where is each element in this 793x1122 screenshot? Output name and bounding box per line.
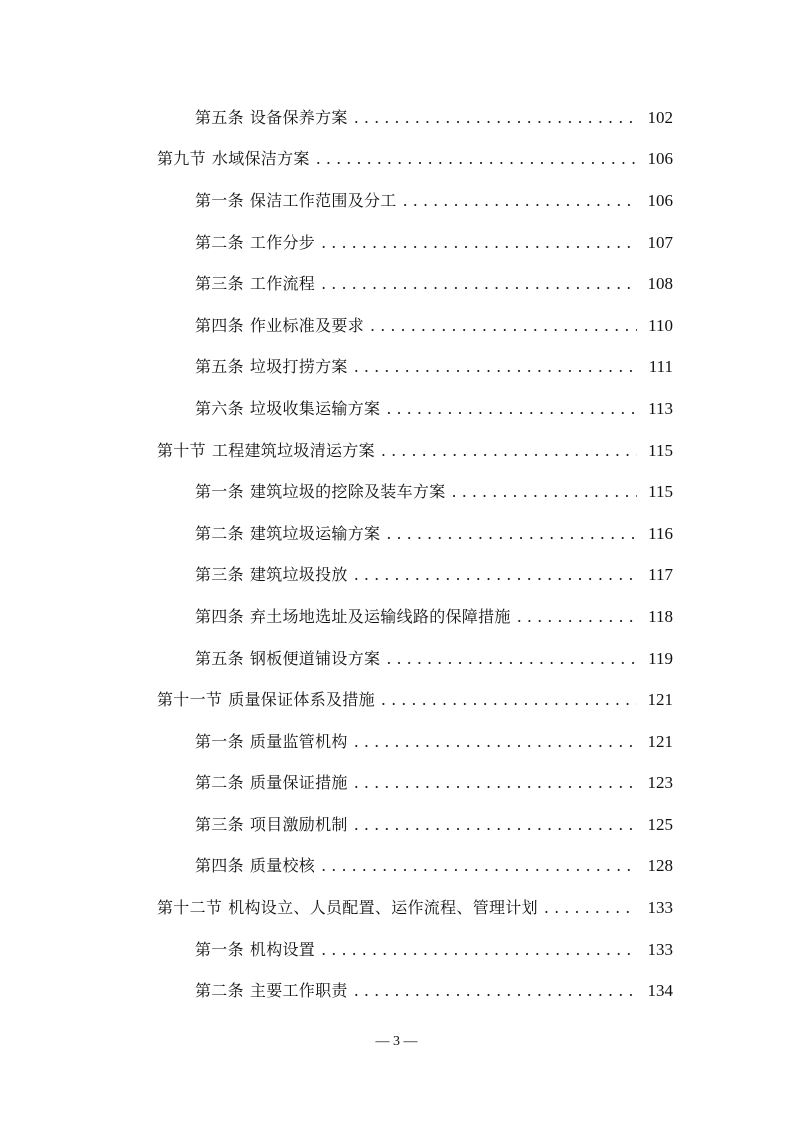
toc-article-entry[interactable] [0,638,793,680]
toc-entry-label [195,607,511,627]
toc-page-number: 118 [648,606,673,626]
toc-page-number: 133 [647,898,673,918]
toc-entry-number: 第十二节 [157,898,223,918]
toc-entry-number: 第四条 [195,315,244,335]
toc-page-number: 123 [647,773,673,793]
toc-entry-label [195,732,348,752]
toc-entry-number: 第一条 [195,731,244,751]
toc-dot-leader [321,233,637,253]
toc-dot-leader [386,399,637,419]
toc-entry-number: 第四条 [195,606,244,626]
toc-dot-leader [321,274,637,294]
toc-page-number: 119 [648,648,673,668]
toc-entry-title: 工程建筑垃圾清运方案 [211,440,375,460]
toc-page-number: 107 [647,232,673,252]
toc-article-entry[interactable] [0,804,793,846]
toc-entry-number: 第二条 [195,981,244,1001]
toc-page-number: 128 [647,856,673,876]
toc-page-number: 115 [648,440,673,460]
toc-entry-title: 建筑垃圾运输方案 [249,523,381,543]
toc-entry-title: 质量保证体系及措施 [228,690,375,710]
toc-dot-leader [316,149,637,169]
toc-dot-leader [354,773,637,793]
toc-entry-label [195,524,380,544]
toc-article-entry[interactable] [0,970,793,1012]
toc-entry-label [195,482,446,502]
toc-entry-title: 水域保洁方案 [211,149,310,169]
toc-entry-number: 第六条 [195,398,244,418]
toc-entry-label [195,981,348,1001]
toc-page-number: 134 [647,981,673,1001]
toc-entry-label [195,815,348,835]
toc-entry-title: 机构设置 [249,939,316,959]
toc-entry-label [195,233,315,253]
toc-article-entry[interactable] [0,929,793,971]
toc-entry-label [195,940,315,960]
toc-entry-title: 机构设立、人员配置、运作流程、管理计划 [228,898,538,918]
toc-entry-number: 第十节 [157,440,206,460]
toc-dot-leader [517,607,637,627]
toc-section-entry[interactable] [0,139,793,181]
toc-entry-number: 第二条 [195,232,244,252]
toc-article-entry[interactable] [0,555,793,597]
toc-dot-leader [381,690,637,710]
toc-entry-title: 主要工作职责 [249,981,348,1001]
toc-entry-label [157,441,375,461]
toc-page-number: 106 [647,149,673,169]
toc-entry-label [157,898,538,918]
toc-entry-number: 第三条 [195,565,244,585]
toc-page-number: 102 [647,107,673,127]
toc-page-number: 125 [647,814,673,834]
toc-entry-label [195,565,348,585]
toc-entry-number: 第三条 [195,814,244,834]
toc-article-entry[interactable] [0,97,793,139]
toc-entry-label [195,856,315,876]
toc-entry-label [157,690,375,710]
toc-dot-leader [354,108,637,128]
toc-entry-title: 建筑垃圾投放 [249,565,348,585]
toc-dot-leader [403,191,637,211]
toc-page-number: 113 [648,398,673,418]
toc-article-entry[interactable] [0,263,793,305]
toc-entry-number: 第十一节 [157,690,223,710]
toc-entry-title: 垃圾收集运输方案 [249,398,381,418]
toc-article-entry[interactable] [0,763,793,805]
toc-entry-title: 弃土场地选址及运输线路的保障措施 [249,606,511,626]
toc-dot-leader [381,441,637,461]
toc-page-number: 115 [648,482,673,502]
toc-page-number: 106 [647,190,673,210]
toc-dot-leader [354,981,637,1001]
toc-dot-leader [370,316,637,336]
toc-dot-leader [354,815,637,835]
toc-dot-leader [544,898,637,918]
toc-entry-number: 第五条 [195,648,244,668]
toc-entry-label [157,149,310,169]
toc-page-number: 117 [648,565,673,585]
toc-dot-leader [354,357,637,377]
toc-dot-leader [321,940,637,960]
toc-page-number: 116 [648,523,673,543]
toc-article-entry[interactable] [0,305,793,347]
toc-article-entry[interactable] [0,388,793,430]
toc-entry-title: 质量校核 [249,856,316,876]
toc-entry-title: 保洁工作范围及分工 [249,190,397,210]
toc-section-entry[interactable] [0,887,793,929]
toc-entry-number: 第二条 [195,773,244,793]
toc-entry-number: 第一条 [195,190,244,210]
toc-entry-label [195,274,315,294]
toc-entry-title: 钢板便道铺设方案 [249,648,381,668]
toc-entry-title: 项目激励机制 [249,814,348,834]
toc-entry-title: 质量监管机构 [249,731,348,751]
toc-dot-leader [354,732,637,752]
toc-entry-number: 第五条 [195,107,244,127]
toc-article-entry[interactable] [0,471,793,513]
toc-dot-leader [354,565,637,585]
toc-entry-number: 第一条 [195,939,244,959]
toc-page-number: 121 [647,731,673,751]
toc-entry-label [195,773,348,793]
toc-dot-leader [321,856,637,876]
toc-article-entry[interactable] [0,721,793,763]
toc-entry-number: 第二条 [195,523,244,543]
toc-entry-title: 质量保证措施 [249,773,348,793]
toc-entry-title: 建筑垃圾的挖除及装车方案 [249,482,446,502]
toc-entry-label [195,649,380,669]
toc-entry-number: 第一条 [195,482,244,502]
toc-article-entry[interactable] [0,846,793,888]
toc-entry-title: 工作分步 [249,232,316,252]
toc-page-number: 111 [648,357,673,377]
toc-entry-label [195,399,380,419]
toc-page-number: 121 [647,690,673,710]
toc-entry-number: 第九节 [157,149,206,169]
toc-section-entry[interactable] [0,430,793,472]
toc-page-number: 110 [648,315,673,335]
toc-entry-title: 垃圾打捞方案 [249,357,348,377]
toc-article-entry[interactable] [0,180,793,222]
toc-article-entry[interactable] [0,596,793,638]
toc-page-number: 133 [647,939,673,959]
toc-entry-label [195,191,397,211]
toc-article-entry[interactable] [0,347,793,389]
toc-dot-leader [386,649,637,669]
toc-entry-number: 第三条 [195,274,244,294]
toc-article-entry[interactable] [0,222,793,264]
toc-page-number: 108 [647,274,673,294]
toc-dot-leader [386,524,637,544]
toc-dot-leader [452,482,637,502]
toc-entry-title: 设备保养方案 [249,107,348,127]
toc-entry-label [195,108,348,128]
toc-entry-title: 工作流程 [249,274,316,294]
toc-entry-title: 作业标准及要求 [249,315,365,335]
toc-entry-label [195,357,348,377]
toc-article-entry[interactable] [0,513,793,555]
toc-entry-number: 第五条 [195,357,244,377]
toc-entry-number: 第四条 [195,856,244,876]
toc-entry-label [195,316,364,336]
table-of-contents [0,97,793,1012]
toc-section-entry[interactable] [0,679,793,721]
page-footer-number: — 3 — [375,1034,418,1049]
